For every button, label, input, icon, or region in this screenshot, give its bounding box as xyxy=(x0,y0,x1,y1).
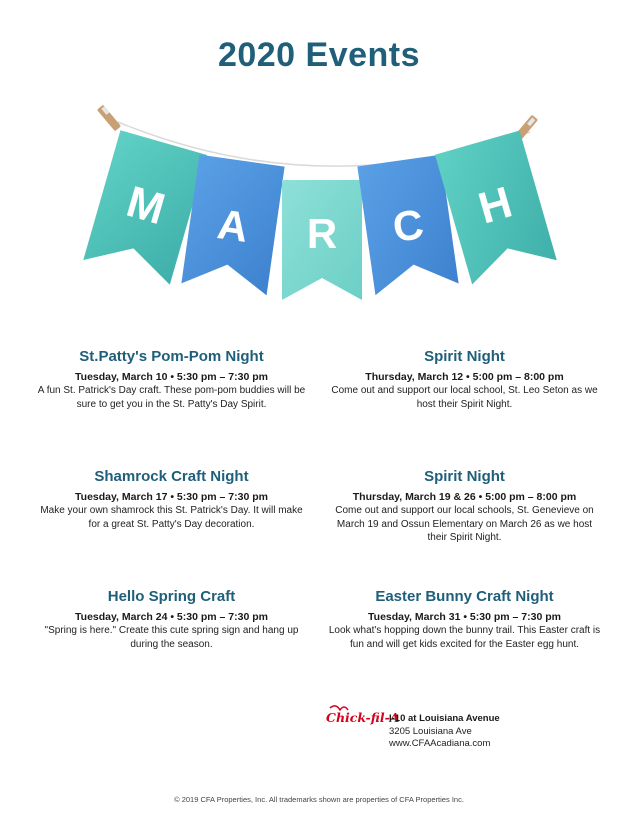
event-title: Shamrock Craft Night xyxy=(94,468,249,485)
banner-letter-a: A xyxy=(214,200,252,251)
event-datetime: Tuesday, March 10 • 5:30 pm – 7:30 pm xyxy=(75,371,268,383)
event-datetime: Tuesday, March 31 • 5:30 pm – 7:30 pm xyxy=(368,611,561,623)
event-title: St.Patty's Pom-Pom Night xyxy=(79,348,264,365)
event-shamrock-craft xyxy=(34,468,309,531)
event-title: Spirit Night xyxy=(424,348,505,365)
event-datetime: Tuesday, March 17 • 5:30 pm – 7:30 pm xyxy=(75,491,268,503)
banner-letter-m: M xyxy=(121,176,171,235)
restaurant-location xyxy=(324,700,564,760)
event-description: Come out and support our local school, St. Leo Seton as we host their Spirit Night. xyxy=(331,385,598,410)
event-description: Look what's hopping down the bunny trail. This Easter craft is fun and will get kids excited for the Easter egg hunt. xyxy=(328,625,601,650)
event-title: Hello Spring Craft xyxy=(107,588,236,605)
event-description: A fun St. Patrick's Day craft. These pom-pom buddies will be sure to get you in the St. Patty's Day Spirit. xyxy=(37,385,306,410)
event-description: Come out and support our local schools, St. Genevieve on March 19 and Ossun Elementary on March 26 as we host their Spirit Night. xyxy=(335,505,594,543)
event-datetime: Tuesday, March 24 • 5:30 pm – 7:30 pm xyxy=(75,611,268,623)
store-address: 3205 Louisiana Ave xyxy=(389,725,472,737)
banner-letter-c: C xyxy=(389,200,427,251)
store-website[interactable]: www.CFAAcadiana.com xyxy=(389,738,491,749)
event-spirit-night-1 xyxy=(327,348,602,411)
chick-fil-a-logo xyxy=(324,702,400,730)
pennant-r xyxy=(282,180,362,300)
event-st-pattys-pom-pom xyxy=(34,348,309,411)
banner-letter-h: H xyxy=(473,177,518,234)
store-name: I-10 at Louisiana Avenue xyxy=(389,713,500,724)
march-banner xyxy=(0,100,638,300)
event-spirit-night-2 xyxy=(327,468,602,545)
banner-letter-r: R xyxy=(306,210,338,257)
event-title: Easter Bunny Craft Night xyxy=(375,588,554,605)
event-title: Spirit Night xyxy=(424,468,505,485)
page-title: 2020 Events xyxy=(217,36,421,74)
event-description: Make your own shamrock this St. Patrick's Day. It will make for a great St. Patty's Day decoration. xyxy=(40,505,303,530)
event-datetime: Thursday, March 12 • 5:00 pm – 8:00 pm xyxy=(365,371,564,383)
event-description: "Spring is here." Create this cute spring sign and hang up during the season. xyxy=(44,625,299,650)
logo-text: Chick-fil-A xyxy=(326,710,400,725)
event-datetime: Thursday, March 19 & 26 • 5:00 pm – 8:00 pm xyxy=(352,491,577,503)
left-clothespin-icon xyxy=(97,105,121,132)
pennant-a xyxy=(181,155,284,296)
copyright-footer: © 2019 CFA Properties, Inc. All trademarks shown are properties of CFA Properties Inc. xyxy=(174,795,464,804)
event-hello-spring-craft xyxy=(34,588,309,651)
event-easter-bunny-craft xyxy=(327,588,602,651)
